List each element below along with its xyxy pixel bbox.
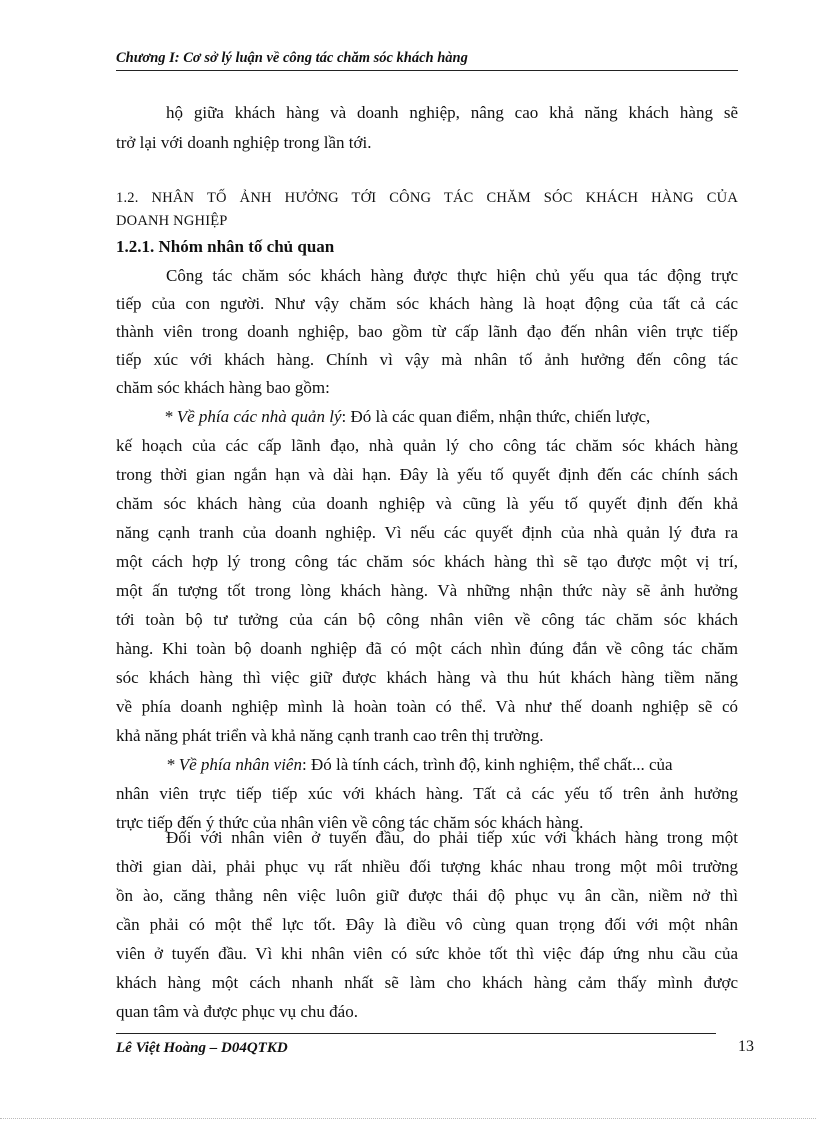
subsection-heading: 1.2.1. Nhóm nhân tố chủ quan bbox=[116, 237, 335, 256]
text-line: khả năng phát triển và khả năng cạnh tranh cao trên thị trường. bbox=[116, 726, 544, 745]
footer-rule bbox=[116, 1033, 716, 1034]
section-heading: DOANH NGHIỆP bbox=[116, 213, 228, 229]
text-line: một cách hợp lý trong công tác chăm sóc khách hàng thì sẽ tạo được một vị trí, bbox=[116, 552, 738, 571]
text-line: trở lại với doanh nghiệp trong lần tới. bbox=[116, 133, 372, 152]
text-line: viên ở tuyến đầu. Vì khi nhân viên có sức khỏe tốt thì việc đáp ứng nhu cầu của bbox=[116, 944, 738, 963]
text-line: hàng. Khi toàn bộ doanh nghiệp đã có một cách nhìn đúng đắn về công tác chăm bbox=[116, 639, 738, 658]
page-border bbox=[0, 1118, 816, 1119]
text-line: Công tác chăm sóc khách hàng được thực hiện chủ yếu qua tác động trực bbox=[166, 266, 738, 285]
text-line: trong thời gian ngắn hạn và dài hạn. Đây là yếu tố quyết định đến các chính sách bbox=[116, 465, 738, 484]
text-line: * Về phía các nhà quản lý: Đó là các quan điểm, nhận thức, chiến lược, bbox=[164, 407, 651, 426]
text-line: năng cạnh tranh của doanh nghiệp. Vì nếu các quyết định của nhà quản lý đưa ra bbox=[116, 523, 738, 542]
chapter-header: Chương I: Cơ sở lý luận về công tác chăm sóc khách hàng bbox=[116, 50, 468, 66]
header-rule bbox=[116, 70, 738, 71]
page-number: 13 bbox=[738, 1038, 754, 1055]
footer-author: Lê Việt Hoàng – D04QTKD bbox=[116, 1040, 288, 1056]
text-line: thời gian dài, phải phục vụ rất nhiều đối tượng khác nhau trong một môi trường bbox=[116, 857, 738, 876]
text-line: thành viên trong doanh nghiệp, bao gồm từ cấp lãnh đạo đến nhân viên trực tiếp bbox=[116, 322, 738, 341]
emphasis-label: * Về phía nhân viên bbox=[166, 755, 302, 774]
text-line: khách hàng một cách nhanh nhất sẽ làm cho khách hàng cảm thấy mình được bbox=[116, 973, 738, 992]
text-line: sóc khách hàng thì việc giữ được khách hàng và thu hút khách hàng tiềm năng bbox=[116, 668, 738, 687]
text-line: ồn ào, căng thẳng nên việc luôn giữ được thái độ phục vụ ân cần, niềm nở thì bbox=[116, 886, 738, 905]
text-line: Đối với nhân viên ở tuyến đầu, do phải tiếp xúc với khách hàng trong một bbox=[166, 828, 738, 847]
text-line: tới toàn bộ tư tưởng của cán bộ công nhân viên về công tác chăm sóc khách bbox=[116, 610, 738, 629]
text-line: quan tâm và được phục vụ chu đáo. bbox=[116, 1002, 358, 1021]
text-line: * Về phía nhân viên: Đó là tính cách, trình độ, kinh nghiệm, thể chất... của bbox=[166, 755, 673, 774]
text-line: về phía doanh nghiệp mình là hoàn toàn có thể. Và như thế doanh nghiệp sẽ có bbox=[116, 697, 738, 716]
section-heading: 1.2. NHÂN TỐ ẢNH HƯỞNG TỚI CÔNG TÁC CHĂM SÓC KHÁCH HÀNG CỦA bbox=[116, 190, 738, 206]
text-line: tiếp xúc với khách hàng. Chính vì vậy mà nhân tố ảnh hưởng đến công tác bbox=[116, 350, 738, 369]
emphasis-label: * Về phía các nhà quản lý bbox=[164, 407, 342, 426]
text-line: trực tiếp đến ý thức của nhân viên về công tác chăm sóc khách hàng. bbox=[116, 813, 584, 832]
text-line: nhân viên trực tiếp tiếp xúc với khách hàng. Tất cả các yếu tố trên ảnh hưởng bbox=[116, 784, 738, 803]
text-line: chăm sóc khách hàng bao gồm: bbox=[116, 378, 330, 397]
text-line: cần phải có một thể lực tốt. Đây là điều vô cùng quan trọng đối với một nhân bbox=[116, 915, 738, 934]
text-line: tiếp của con người. Như vậy chăm sóc khách hàng là hoạt động của tất cả các bbox=[116, 294, 738, 313]
text-line: một ấn tượng tốt trong lòng khách hàng. Và những nhận thức này sẽ ảnh hưởng bbox=[116, 581, 738, 600]
text-line: kế hoạch của các cấp lãnh đạo, nhà quản lý cho công tác chăm sóc khách hàng bbox=[116, 436, 738, 455]
text-line: hộ giữa khách hàng và doanh nghiệp, nâng cao khả năng khách hàng sẽ bbox=[166, 103, 738, 122]
text-line: chăm sóc khách hàng của doanh nghiệp và cũng là yếu tố quyết định đến khả bbox=[116, 494, 738, 513]
